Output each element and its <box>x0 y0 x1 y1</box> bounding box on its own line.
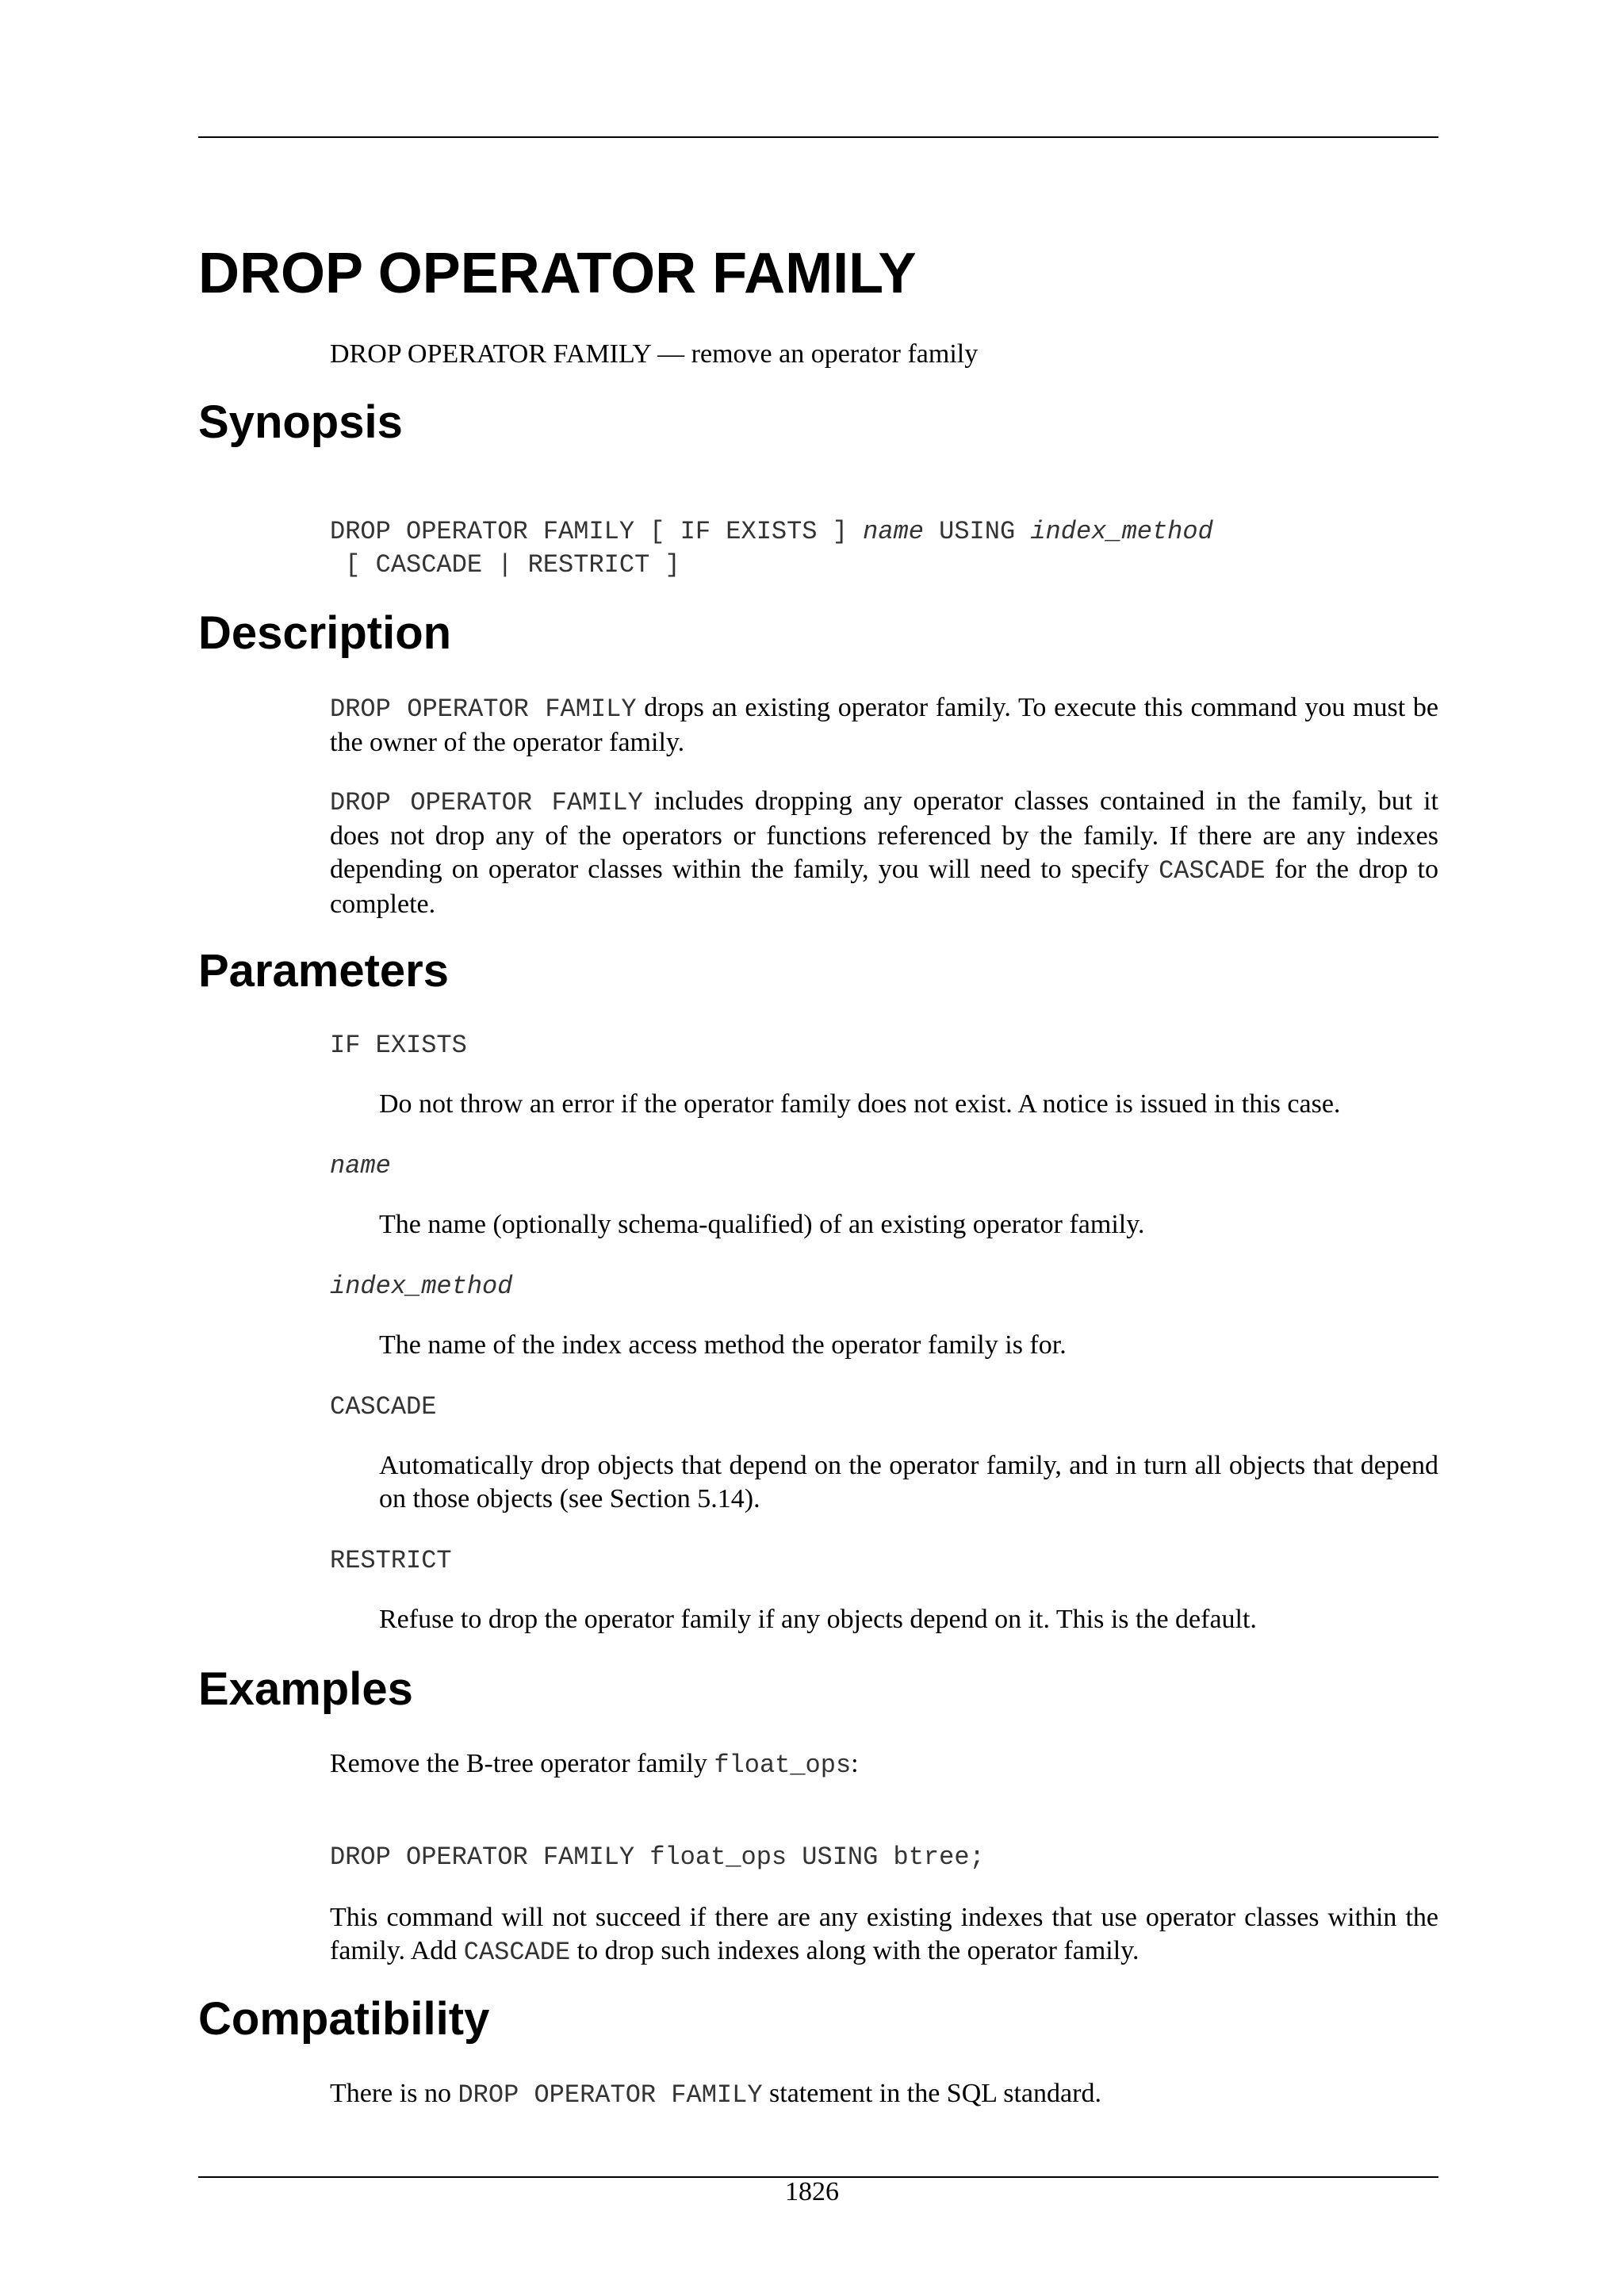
synopsis-line-2: [ CASCADE | RESTRICT ] <box>330 550 680 580</box>
inline-code: CASCADE <box>463 1938 571 1967</box>
description-heading: Description <box>198 607 452 659</box>
inline-code: DROP OPERATOR FAMILY <box>458 2080 763 2110</box>
paragraph-text: : <box>851 1749 859 1778</box>
param-term-index-method: index_method <box>330 1272 513 1301</box>
inline-code: DROP OPERATOR FAMILY <box>330 695 637 724</box>
paragraph-text: for the drop to complete. <box>330 855 1438 919</box>
synopsis-method-param: index_method <box>1030 517 1213 546</box>
synopsis-name-param: name <box>863 517 924 546</box>
param-desc-cascade: Automatically drop objects that depend on the operator family, and in turn all objects that depend on those objects (see Section 5.14). <box>379 1451 1438 1513</box>
parameters-heading: Parameters <box>198 945 449 997</box>
synopsis-heading: Synopsis <box>198 396 403 448</box>
param-desc-restrict: Refuse to drop the operator family if any objects depend on it. This is the default. <box>379 1605 1257 1634</box>
paragraph-text: to drop such indexes along with the operator family. <box>570 1936 1139 1965</box>
examples-heading: Examples <box>198 1663 413 1715</box>
page-title: DROP OPERATOR FAMILY <box>198 242 917 305</box>
param-term-restrict: RESTRICT <box>330 1546 452 1575</box>
param-desc-if-exists: Do not throw an error if the operator family does not exist. A notice is issued in this case. <box>379 1089 1341 1119</box>
inline-code: CASCADE <box>1159 856 1266 886</box>
param-term-if-exists: IF EXISTS <box>330 1031 467 1060</box>
param-desc-index-method: The name of the index access method the operator family is for. <box>379 1330 1067 1360</box>
paragraph-text: Remove the B-tree operator family <box>330 1749 714 1778</box>
paragraph-text: drops an existing operator family. To execute this command you must be the owner of the operator family. <box>330 693 1439 757</box>
description-paragraph-2 <box>330 785 1438 921</box>
synopsis-text: USING <box>923 517 1031 546</box>
paragraph-text: There is no <box>330 2079 458 2108</box>
paragraph-text: statement in the SQL standard. <box>762 2079 1101 2108</box>
example-code: DROP OPERATOR FAMILY float_ops USING btree; <box>330 1843 985 1872</box>
inline-code: DROP OPERATOR FAMILY <box>330 788 643 817</box>
page-number: 1826 <box>785 2177 839 2206</box>
param-desc-name: The name (optionally schema-qualified) of an existing operator family. <box>379 1210 1145 1239</box>
header-rule <box>198 136 1438 138</box>
compatibility-paragraph <box>330 2077 1438 2112</box>
examples-intro <box>330 1747 1438 1782</box>
param-term-name: name <box>330 1151 391 1181</box>
synopsis-line-1 <box>330 515 1213 549</box>
paragraph-text: This command will not succeed if there are any existing indexes that use operator classes within the family. Add <box>330 1903 1438 1965</box>
paragraph-text: includes dropping any operator classes contained in the family, but it does not drop any of the operators or functions referenced by the family. If there are any indexes depending on operator classes within the family, you will need to specify <box>330 786 1438 884</box>
compatibility-heading: Compatibility <box>198 1993 490 2045</box>
refpurpose: DROP OPERATOR FAMILY — remove an operator family <box>330 339 979 369</box>
param-term-cascade: CASCADE <box>330 1392 437 1422</box>
synopsis-text: DROP OPERATOR FAMILY [ IF EXISTS ] <box>330 517 864 546</box>
description-paragraph-1 <box>330 691 1438 760</box>
inline-code: float_ops <box>714 1751 852 1780</box>
examples-note <box>330 1901 1438 1969</box>
